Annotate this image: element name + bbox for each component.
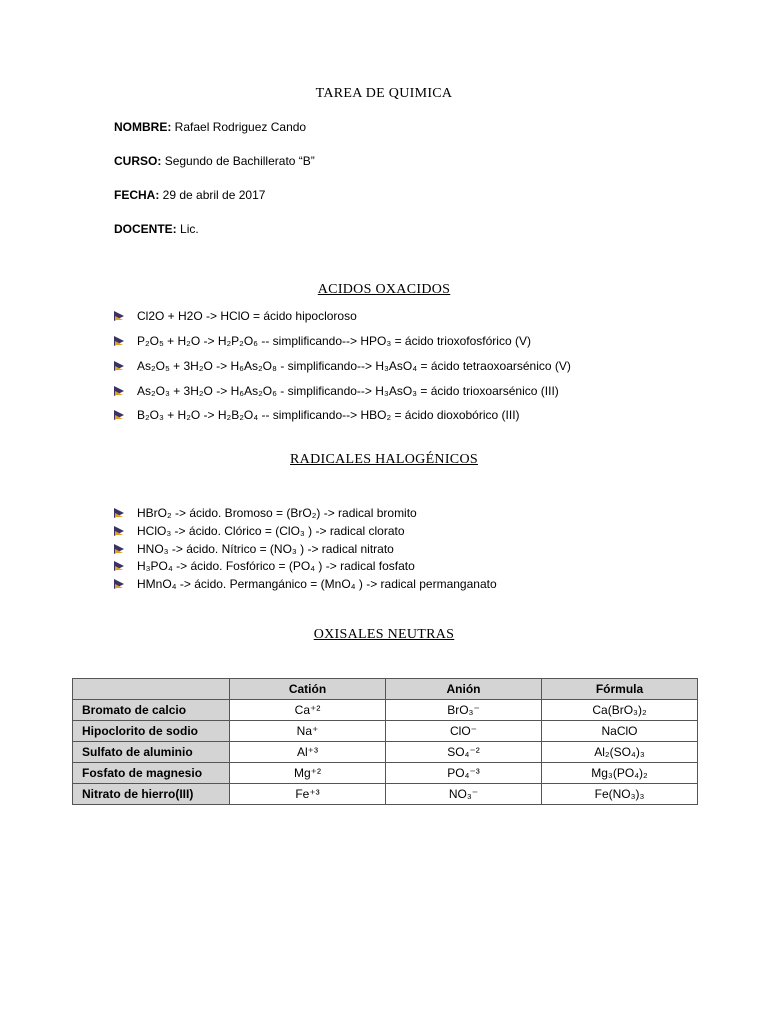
section-title-radicales: RADICALES HALOGÉNICOS <box>290 452 478 467</box>
table-row <box>73 700 698 721</box>
info-value: Lic. <box>180 222 199 236</box>
formula-cell: Fe(NO₃)₃ <box>542 784 698 805</box>
info-value: Segundo de Bachillerato “B” <box>164 154 315 168</box>
section-title-acidos: ACIDOS OXACIDOS <box>317 282 451 297</box>
bullet-arrow-icon <box>114 526 124 536</box>
bullet-arrow-icon <box>114 336 124 346</box>
acid-line: As₂O₃ + 3H₂O -> H₆As₂O₆ - simplificando--> H₃AsO₃ = ácido trioxoarsénico (III) <box>137 384 559 398</box>
radical-line: HMnO₄ -> ácido. Permangánico = (MnO₄ ) -> radical permanganato <box>137 577 497 591</box>
formula-cell: Mg₃(PO₄)₂ <box>542 763 698 784</box>
table-row <box>73 742 698 763</box>
cation-cell: Fe⁺³ <box>230 784 386 805</box>
row-label: Sulfato de aluminio <box>73 742 230 763</box>
info-nombre <box>114 120 306 134</box>
row-label: Bromato de calcio <box>73 700 230 721</box>
acid-line: Cl2O + H2O -> HClO = ácido hipocloroso <box>137 309 357 323</box>
list-item <box>114 542 394 556</box>
radical-line: HNO₃ -> ácido. Nítrico = (NO₃ ) -> radical nitrato <box>137 542 394 556</box>
anion-cell: NO₃⁻ <box>386 784 542 805</box>
info-value: Rafael Rodriguez Cando <box>174 120 307 134</box>
table-row <box>73 763 698 784</box>
radical-line: HBrO₂ -> ácido. Bromoso = (BrO₂) -> radical bromito <box>137 506 417 520</box>
bullet-arrow-icon <box>114 311 124 321</box>
list-item <box>114 559 415 573</box>
formula-cell: Al₂(SO₄)₃ <box>542 742 698 763</box>
table-header-cell: Fórmula <box>542 679 698 700</box>
bullet-arrow-icon <box>114 361 124 371</box>
table-header-cell: Catión <box>230 679 386 700</box>
anion-cell: SO₄⁻² <box>386 742 542 763</box>
formula-cell: Ca(BrO₃)₂ <box>542 700 698 721</box>
bullet-arrow-icon <box>114 544 124 554</box>
list-item <box>114 334 531 348</box>
bullet-arrow-icon <box>114 579 124 589</box>
info-label: FECHA: <box>114 188 160 202</box>
list-item <box>114 577 497 591</box>
bullet-arrow-icon <box>114 561 124 571</box>
list-item <box>114 309 357 323</box>
oxisales-table <box>72 678 698 805</box>
table-row <box>73 721 698 742</box>
bullet-arrow-icon <box>114 508 124 518</box>
acid-line: B₂O₃ + H₂O -> H₂B₂O₄ -- simplificando--> HBO₂ = ácido dioxobórico (III) <box>137 408 520 422</box>
anion-cell: ClO⁻ <box>386 721 542 742</box>
info-label: NOMBRE: <box>114 120 172 134</box>
anion-cell: PO₄⁻³ <box>386 763 542 784</box>
list-item <box>114 408 520 422</box>
info-docente <box>114 222 199 236</box>
list-item <box>114 359 571 373</box>
cation-cell: Al⁺³ <box>230 742 386 763</box>
document-title: TAREA DE QUIMICA <box>315 86 453 101</box>
cation-cell: Mg⁺² <box>230 763 386 784</box>
row-label: Nitrato de hierro(III) <box>73 784 230 805</box>
table-header-cell: Anión <box>386 679 542 700</box>
table-row <box>73 784 698 805</box>
acid-line: As₂O₅ + 3H₂O -> H₆As₂O₈ - simplificando--> H₃AsO₄ = ácido tetraoxoarsénico (V) <box>137 359 571 373</box>
cation-cell: Na⁺ <box>230 721 386 742</box>
info-label: CURSO: <box>114 154 162 168</box>
bullet-arrow-icon <box>114 410 124 420</box>
acid-line: P₂O₅ + H₂O -> H₂P₂O₆ -- simplificando--> HPO₃ = ácido trioxofosfórico (V) <box>137 334 531 348</box>
row-label: Fosfato de magnesio <box>73 763 230 784</box>
info-label: DOCENTE: <box>114 222 177 236</box>
list-item <box>114 384 559 398</box>
bullet-arrow-icon <box>114 386 124 396</box>
table-header-row <box>73 679 698 700</box>
list-item <box>114 524 405 538</box>
list-item <box>114 506 417 520</box>
radical-line: HClO₃ -> ácido. Clórico = (ClO₃ ) -> radical clorato <box>137 524 405 538</box>
table-header-cell <box>73 679 230 700</box>
info-fecha <box>114 188 265 202</box>
info-value: 29 de abril de 2017 <box>162 188 266 202</box>
formula-cell: NaClO <box>542 721 698 742</box>
info-curso <box>114 154 315 168</box>
section-title-oxisales: OXISALES NEUTRAS <box>313 627 455 642</box>
radical-line: H₃PO₄ -> ácido. Fosfórico = (PO₄ ) -> radical fosfato <box>137 559 415 573</box>
anion-cell: BrO₃⁻ <box>386 700 542 721</box>
cation-cell: Ca⁺² <box>230 700 386 721</box>
row-label: Hipoclorito de sodio <box>73 721 230 742</box>
